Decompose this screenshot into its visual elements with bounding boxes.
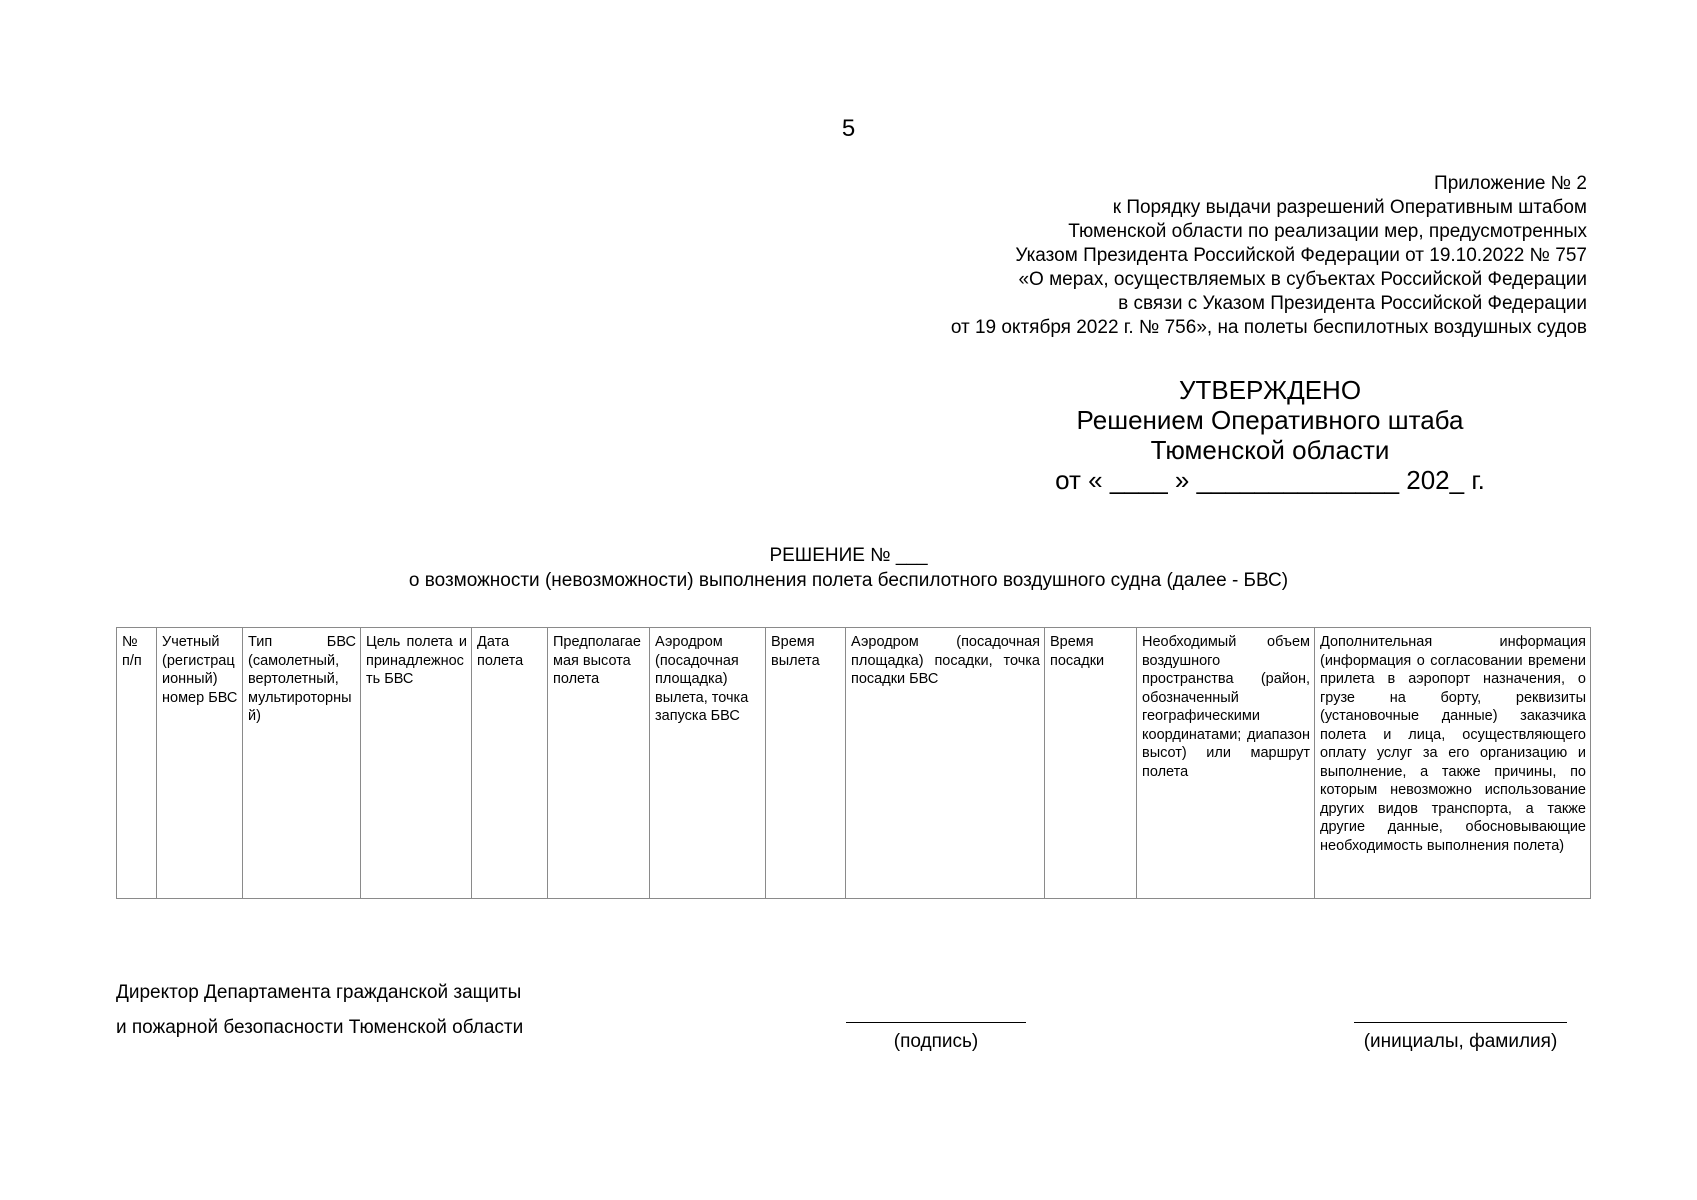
col-header-registration: Учетный (регистрационный) номер БВС (157, 628, 243, 899)
name-caption: (инициалы, фамилия) (1363, 1031, 1558, 1052)
approved-title: УТВЕРЖДЕНО (1178, 375, 1362, 405)
col-header-altitude: Предполагаемая высота полета (548, 628, 650, 899)
appendix-line: Тюменской области по реализации мер, предусмотренных (1068, 221, 1587, 242)
decision-heading (0, 543, 1697, 593)
signatory-position (116, 975, 523, 1045)
table-header-row (117, 628, 1591, 899)
col-header-airspace: Необходимый объем воздушного пространства (район, обозначенный географическими координатами; диапазон высот) или маршрут полета (1137, 628, 1315, 899)
page-number: 5 (841, 115, 856, 142)
col-header-purpose: Цель полета и принадлежность БВС (361, 628, 472, 899)
approved-date-line: от « ____ » ______________ 202_ г. (1055, 465, 1485, 495)
col-header-landing-time: Время посадки (1045, 628, 1137, 899)
appendix-line: Указом Президента Российской Федерации от 19.10.2022 № 757 (1015, 245, 1587, 266)
approved-line-1: Решением Оперативного штаба (1076, 405, 1464, 435)
appendix-line: от 19 октября 2022 г. № 756», на полеты беспилотных воздушных судов (950, 317, 1587, 338)
appendix-line: к Порядку выдачи разрешений Оперативным штабом (1112, 197, 1587, 218)
col-header-number: № п/п (117, 628, 157, 899)
decision-title: РЕШЕНИЕ № ___ (769, 545, 928, 566)
signature-line (846, 1022, 1026, 1023)
signatory-line-1: Директор Департамента гражданской защиты (116, 982, 522, 1003)
col-header-date: Дата полета (472, 628, 548, 899)
decision-subtitle: о возможности (невозможности) выполнения полета беспилотного воздушного судна (далее - БВС) (408, 570, 1289, 591)
col-header-departure-time: Время вылета (766, 628, 846, 899)
approval-stamp (1000, 375, 1540, 495)
appendix-line: «О мерах, осуществляемых в субъектах Российской Федерации (1018, 269, 1587, 290)
signatory-line-2: и пожарной безопасности Тюменской области (116, 1017, 524, 1038)
approved-line-2: Тюменской области (1150, 435, 1390, 465)
appendix-line: Приложение № 2 (1434, 173, 1587, 194)
appendix-header (951, 172, 1587, 340)
col-header-landing-aerodrome: Аэродром (посадочная площадка) посадки, точка посадки БВС (846, 628, 1045, 899)
col-header-type: Тип БВС (самолетный, вертолетный, мультироторный) (243, 628, 361, 899)
name-line (1354, 1022, 1567, 1023)
col-header-departure-aerodrome: Аэродром (посадочная площадка) вылета, точка запуска БВС (650, 628, 766, 899)
col-header-additional-info: Дополнительная информация (информация о согласовании времени прилета в аэропорт назначения, о грузе на борту, реквизиты (установочные данные) заказчика полета и лица, осуществляющего оплату услуг за его организацию и выполнение, а также причины, по которым невозможно использование других видов транспорта, а также другие данные, обосновывающие необходимость выполнения полета) (1315, 628, 1591, 899)
appendix-line: в связи с Указом Президента Российской Федерации (1118, 293, 1587, 314)
flight-decision-table (116, 627, 1591, 899)
signature-caption: (подпись) (893, 1031, 979, 1052)
